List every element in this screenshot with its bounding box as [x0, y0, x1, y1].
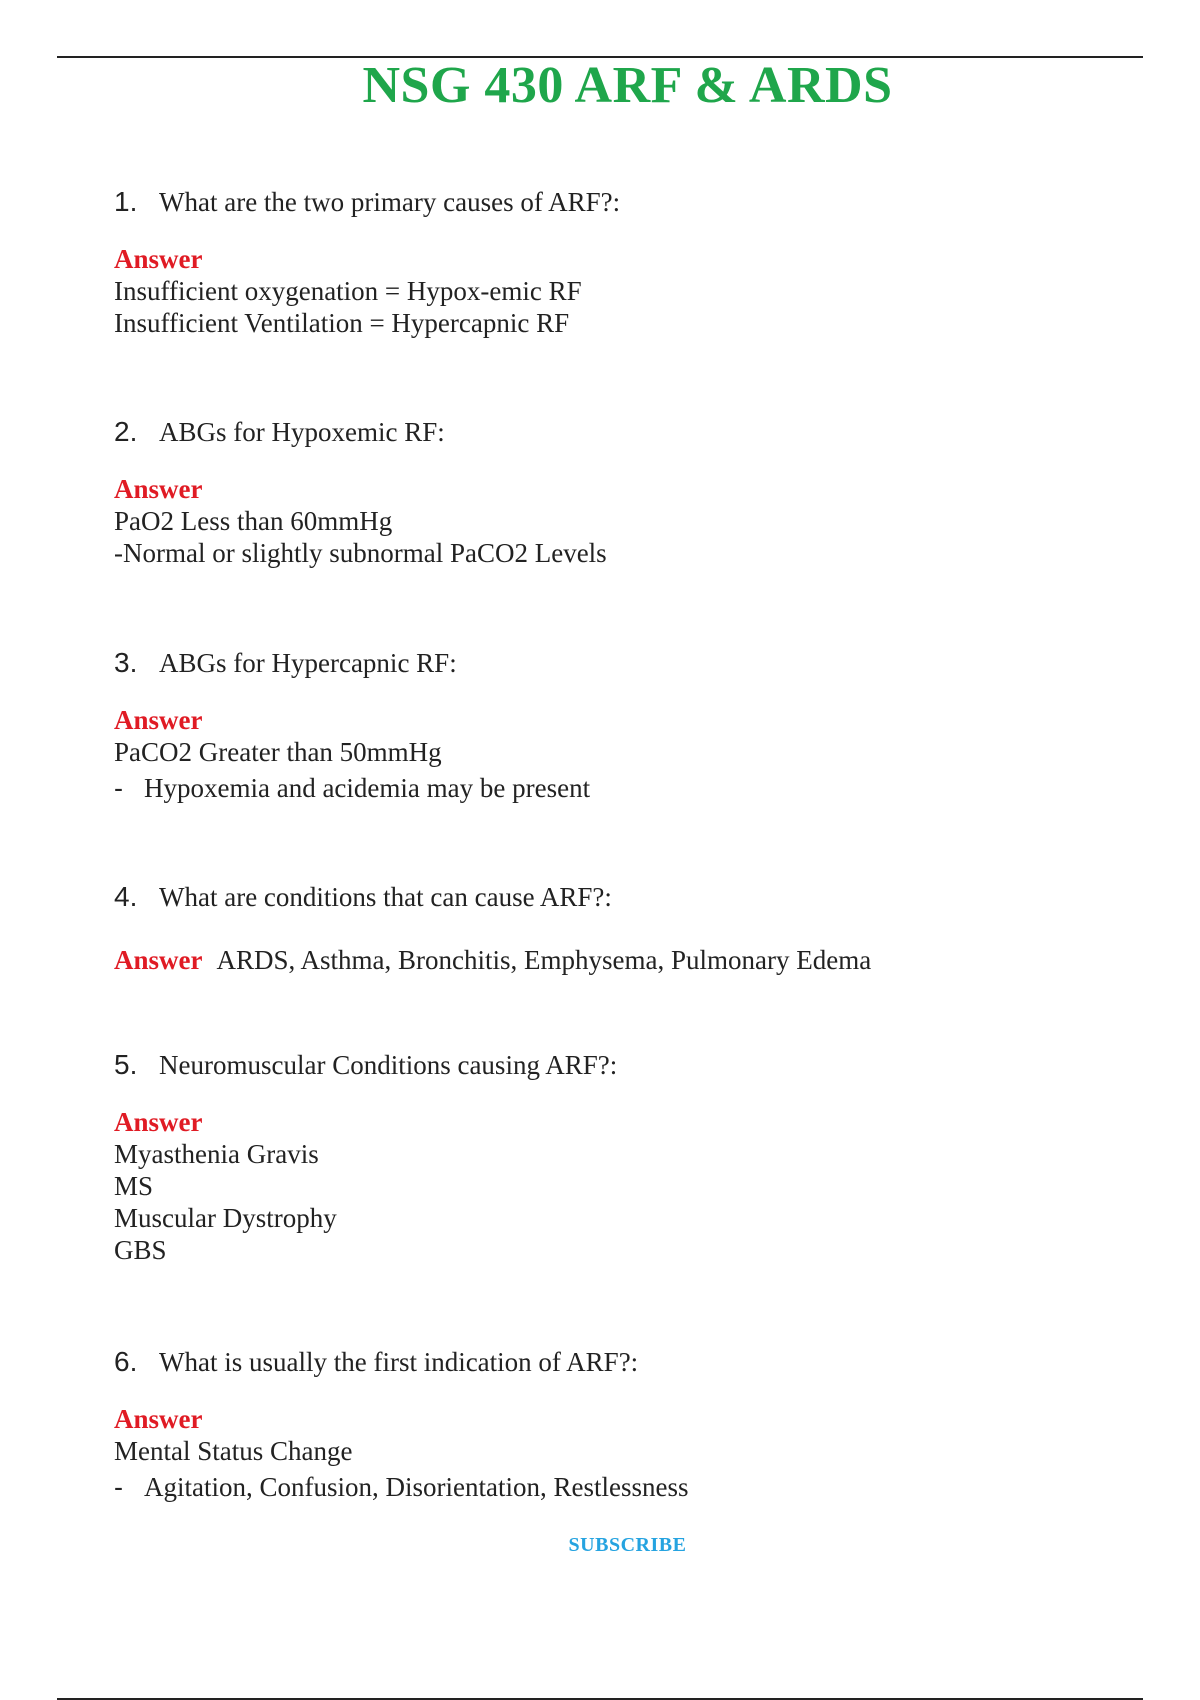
question-number: 1.: [114, 186, 138, 217]
question-number: 2.: [114, 416, 138, 447]
answer-inline: ARDS, Asthma, Bronchitis, Emphysema, Pulmonary Edema: [216, 945, 872, 975]
answer-label: Answer: [114, 1107, 203, 1137]
question-number: 6.: [114, 1346, 138, 1377]
bullet-dash: -: [114, 1472, 123, 1502]
answer-line: PaO2 Less than 60mmHg: [114, 506, 393, 536]
question-text: What are the two primary causes of ARF?:: [159, 187, 621, 217]
question-1: [114, 185, 620, 339]
answer-bullet: [114, 772, 590, 804]
question-text: What is usually the first indication of ARF?:: [159, 1347, 639, 1377]
question-number: 3.: [114, 647, 138, 678]
question-text: What are conditions that can cause ARF?:: [159, 882, 612, 912]
bullet-text: Hypoxemia and acidemia may be present: [144, 773, 591, 803]
question-3: [114, 646, 590, 804]
answer-line: Myasthenia Gravis: [114, 1139, 319, 1169]
answer-line: MS: [114, 1171, 154, 1201]
answer-label: Answer: [114, 244, 203, 274]
answer-line: Muscular Dystrophy: [114, 1203, 337, 1233]
answer-bullet: [114, 1471, 688, 1503]
question-6: [114, 1345, 688, 1503]
answer-line: Mental Status Change: [114, 1436, 353, 1466]
subscribe-link[interactable]: SUBSCRIBE: [568, 1534, 687, 1556]
question-text: Neuromuscular Conditions causing ARF?:: [159, 1050, 618, 1080]
page-title: NSG 430 ARF & ARDS: [362, 57, 893, 114]
answer-label: Answer: [114, 1404, 203, 1434]
answer-line: PaCO2 Greater than 50mmHg: [114, 737, 442, 767]
answer-line: Insufficient Ventilation = Hypercapnic RF: [114, 308, 570, 338]
question-5: [114, 1048, 617, 1266]
answer-label: Answer: [114, 705, 203, 735]
answer-line: -Normal or slightly subnormal PaCO2 Levels: [114, 538, 607, 568]
bullet-text: Agitation, Confusion, Disorientation, Restlessness: [144, 1472, 689, 1502]
answer-label: Answer: [114, 945, 203, 975]
answer-label: Answer: [114, 474, 203, 504]
question-number: 4.: [114, 881, 138, 912]
question-4: [114, 880, 871, 976]
answer-line: Insufficient oxygenation = Hypox-emic RF: [114, 276, 582, 306]
answer-line: GBS: [114, 1235, 167, 1265]
question-number: 5.: [114, 1049, 138, 1080]
question-text: ABGs for Hypoxemic RF:: [159, 417, 445, 447]
question-text: ABGs for Hypercapnic RF:: [159, 648, 457, 678]
bullet-dash: -: [114, 773, 123, 803]
question-2: [114, 415, 607, 569]
